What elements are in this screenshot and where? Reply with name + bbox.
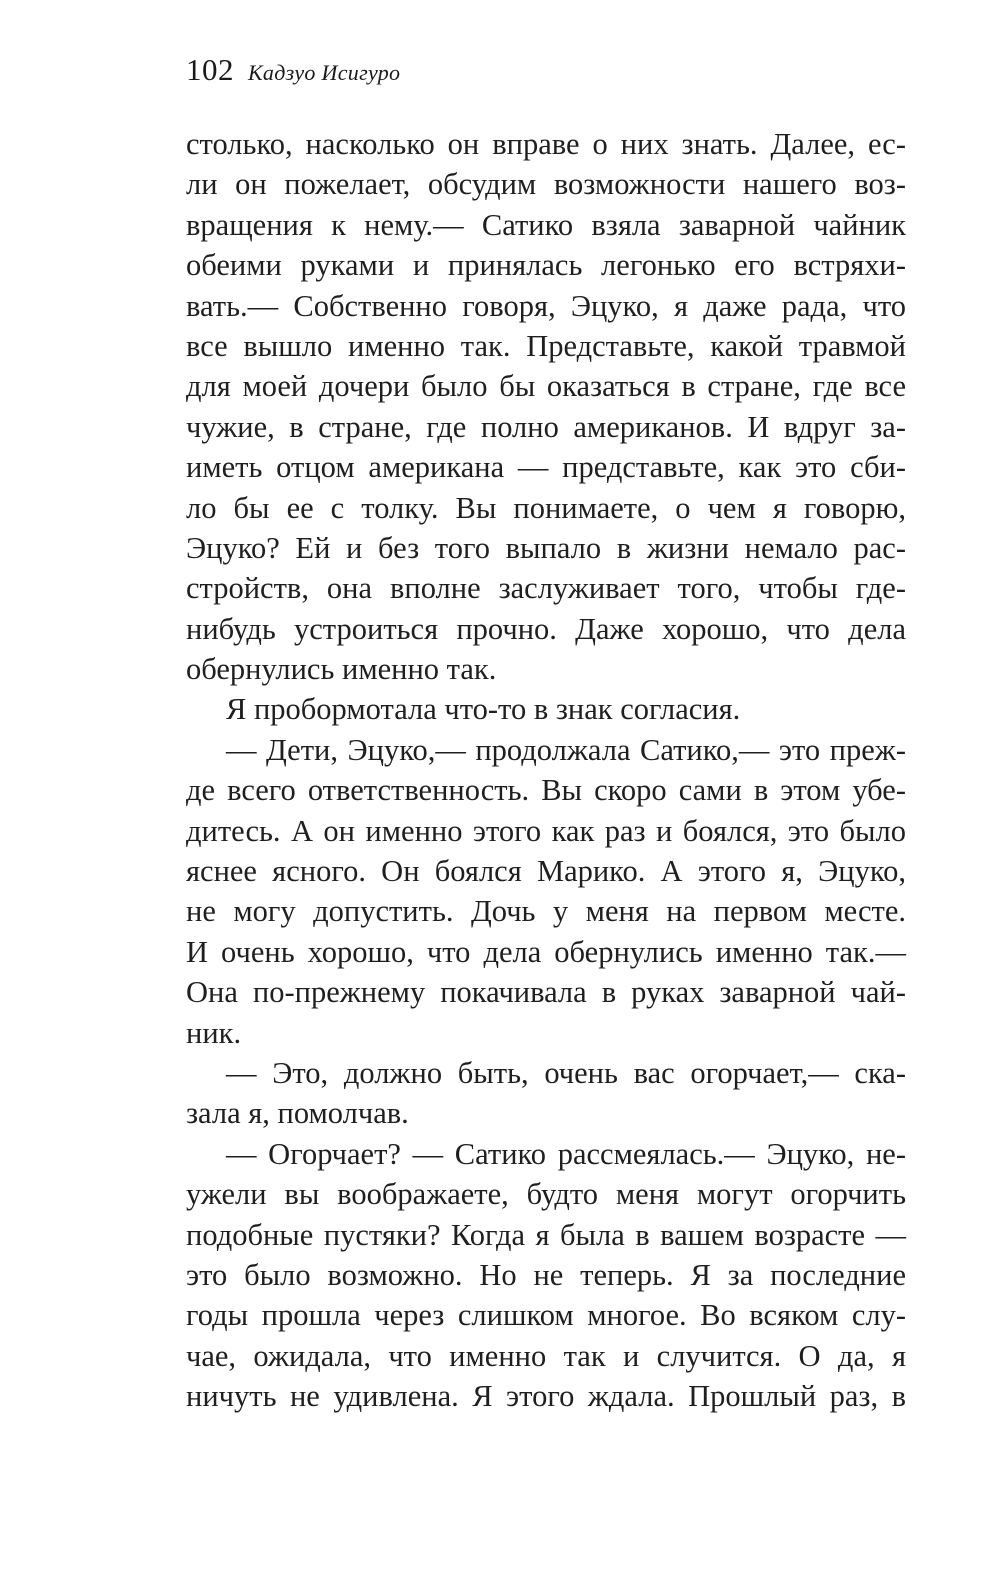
text-line: де всего ответственность. Вы скоро сами в этом убе- — [186, 773, 906, 808]
text-line: ли он пожелает, обсудим возможности нашего воз- — [186, 167, 906, 202]
text-line: нибудь устроиться прочно. Даже хорошо, что дела — [186, 611, 906, 646]
text-line: вать.— Собственно говоря, Эцуко, я даже рада, что — [186, 288, 906, 323]
text-line: — Это, должно быть, очень вас огорчает,— ска- — [226, 1055, 906, 1090]
text-line: ужели вы воображаете, будто меня могут огорчить — [186, 1177, 906, 1212]
text-line: чае, ожидала, что именно так и случится. О да, я — [186, 1338, 906, 1373]
text-line: ло бы ее с толку. Вы понимаете, о чем я говорю, — [186, 490, 906, 525]
page-number: 102 — [186, 52, 234, 87]
text-line: чужие, в стране, где полно американов. И вдруг за- — [186, 409, 906, 444]
text-line: Эцуко? Ей и без того выпало в жизни немало рас- — [186, 530, 906, 565]
text-line: стройств, она вполне заслуживает того, чтобы где- — [186, 571, 906, 606]
body-text — [186, 124, 906, 1417]
text-line: яснее ясного. Он боялся Марико. А этого я, Эцуко, — [186, 854, 906, 889]
page-header — [186, 52, 400, 102]
text-line: подобные пустяки? Когда я была в вашем возрасте — — [186, 1217, 906, 1252]
text-line: ник. — [186, 1015, 242, 1050]
text-line: дитесь. А он именно этого как раз и боялся, это было — [186, 813, 906, 848]
text-line: все вышло именно так. Представьте, какой травмой — [186, 328, 906, 363]
text-line: обернулись именно так. — [186, 652, 497, 687]
text-line: столько, насколько он вправе о них знать. Далее, ес- — [186, 127, 906, 161]
text-line: — Дети, Эцуко,— продолжала Сатико,— это преж- — [226, 732, 906, 767]
text-line: И очень хорошо, что дела обернулись именно так.— — [186, 934, 906, 969]
text-line: Она по-прежнему покачивала в руках заварной чай- — [186, 975, 906, 1010]
running-title: Кадзуо Исигуро — [248, 60, 401, 85]
text-line: — Огорчает? — Сатико рассмеялась.— Эцуко, не- — [226, 1136, 906, 1171]
text-line: обеими руками и принялась легонько его встряхи- — [186, 248, 906, 283]
text-line: не могу допустить. Дочь у меня на первом месте. — [186, 894, 906, 929]
text-line: иметь отцом американа — представьте, как это сби- — [186, 450, 906, 485]
text-line: для моей дочери было бы оказаться в стране, где все — [186, 369, 906, 404]
text-line: это было возможно. Но не теперь. Я за последние — [186, 1257, 906, 1292]
text-line: ничуть не удивлена. Я этого ждала. Прошлый раз, в — [186, 1379, 906, 1414]
text-line: Я пробормотала что-то в знак согласия. — [226, 692, 741, 727]
text-line: вращения к нему.— Сатико взяла заварной чайник — [186, 207, 906, 242]
text-line: зала я, помолчав. — [186, 1096, 409, 1131]
text-line: годы прошла через слишком многое. Во всяком слу- — [186, 1298, 906, 1333]
